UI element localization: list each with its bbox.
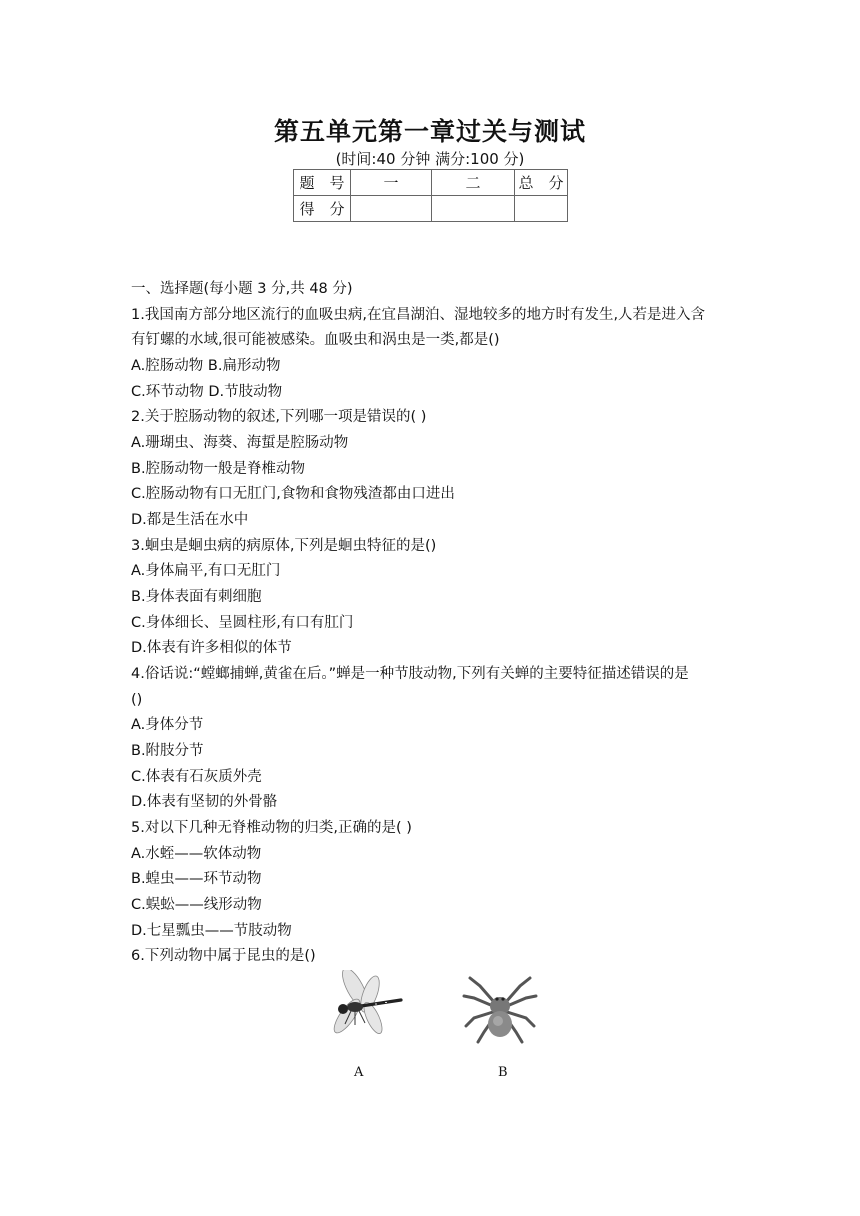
question-2-option-b: B.腔肠动物一般是脊椎动物 bbox=[131, 461, 306, 477]
score-table-score-row bbox=[294, 196, 568, 222]
score-cell-part2 bbox=[432, 196, 515, 222]
score-header-part1: 一 bbox=[351, 170, 432, 196]
question-5-option-c: C.蜈蚣——线形动物 bbox=[131, 897, 262, 913]
question-1-stem-cont: 有钉螺的水域,很可能被感染。血吸虫和涡虫是一类,都是() bbox=[131, 332, 500, 348]
question-1-options-ab: A.腔肠动物 B.扁形动物 bbox=[131, 358, 281, 374]
question-4-stem: 4.俗话说:“螳螂捕蝉,黄雀在后。”蝉是一种节肢动物,下列有关蝉的主要特征描述错误的是 bbox=[131, 666, 689, 682]
question-4-option-c: C.体表有石灰质外壳 bbox=[131, 769, 262, 785]
question-4-stem-cont: () bbox=[131, 692, 143, 708]
score-header-total: 总 分 bbox=[515, 170, 568, 196]
question-3-option-b: B.身体表面有刺细胞 bbox=[131, 589, 262, 605]
question-4-option-b: B.附肢分节 bbox=[131, 743, 204, 759]
image-label-a: A bbox=[354, 1065, 364, 1080]
score-header-question: 题 号 bbox=[294, 170, 351, 196]
score-header-part2: 二 bbox=[432, 170, 515, 196]
spider-image bbox=[460, 972, 540, 1047]
question-2-stem: 2.关于腔肠动物的叙述,下列哪一项是错误的( ) bbox=[131, 409, 427, 425]
question-3-option-d: D.体表有许多相似的体节 bbox=[131, 640, 292, 656]
section-heading: 一、选择题(每小题 3 分,共 48 分) bbox=[131, 281, 353, 297]
question-5-stem: 5.对以下几种无脊椎动物的归类,正确的是( ) bbox=[131, 820, 412, 836]
page-title: 第五单元第一章过关与测试 bbox=[273, 117, 586, 146]
score-cell-total bbox=[515, 196, 568, 222]
question-5-option-d: D.七星瓢虫——节肢动物 bbox=[131, 923, 292, 939]
score-table bbox=[293, 169, 568, 222]
question-4-option-a: A.身体分节 bbox=[131, 717, 204, 733]
question-6-stem: 6.下列动物中属于昆虫的是() bbox=[131, 948, 316, 964]
question-3-option-a: A.身体扁平,有口无肛门 bbox=[131, 563, 281, 579]
exam-info: (时间:40 分钟 满分:100 分) bbox=[335, 150, 525, 168]
question-3-option-c: C.身体细长、呈圆柱形,有口有肛门 bbox=[131, 615, 354, 631]
score-cell-part1 bbox=[351, 196, 432, 222]
question-2-option-d: D.都是生活在水中 bbox=[131, 512, 249, 528]
score-row-label: 得 分 bbox=[294, 196, 351, 222]
question-5-option-a: A.水蛭——软体动物 bbox=[131, 846, 262, 862]
score-table-header-row bbox=[294, 170, 568, 196]
question-5-option-b: B.蝗虫——环节动物 bbox=[131, 871, 262, 887]
question-4-option-d: D.体表有坚韧的外骨骼 bbox=[131, 794, 278, 810]
dragonfly-image bbox=[315, 970, 405, 1045]
question-2-option-c: C.腔肠动物有口无肛门,食物和食物残渣都由口进出 bbox=[131, 486, 455, 502]
question-3-stem: 3.蛔虫是蛔虫病的病原体,下列是蛔虫特征的是() bbox=[131, 538, 437, 554]
question-1-options-cd: C.环节动物 D.节肢动物 bbox=[131, 384, 283, 400]
question-2-option-a: A.珊瑚虫、海葵、海蜇是腔肠动物 bbox=[131, 435, 349, 451]
image-label-b: B bbox=[498, 1065, 508, 1080]
question-1-stem: 1.我国南方部分地区流行的血吸虫病,在宜昌湖泊、湿地较多的地方时有发生,人若是进入含 bbox=[131, 307, 706, 323]
